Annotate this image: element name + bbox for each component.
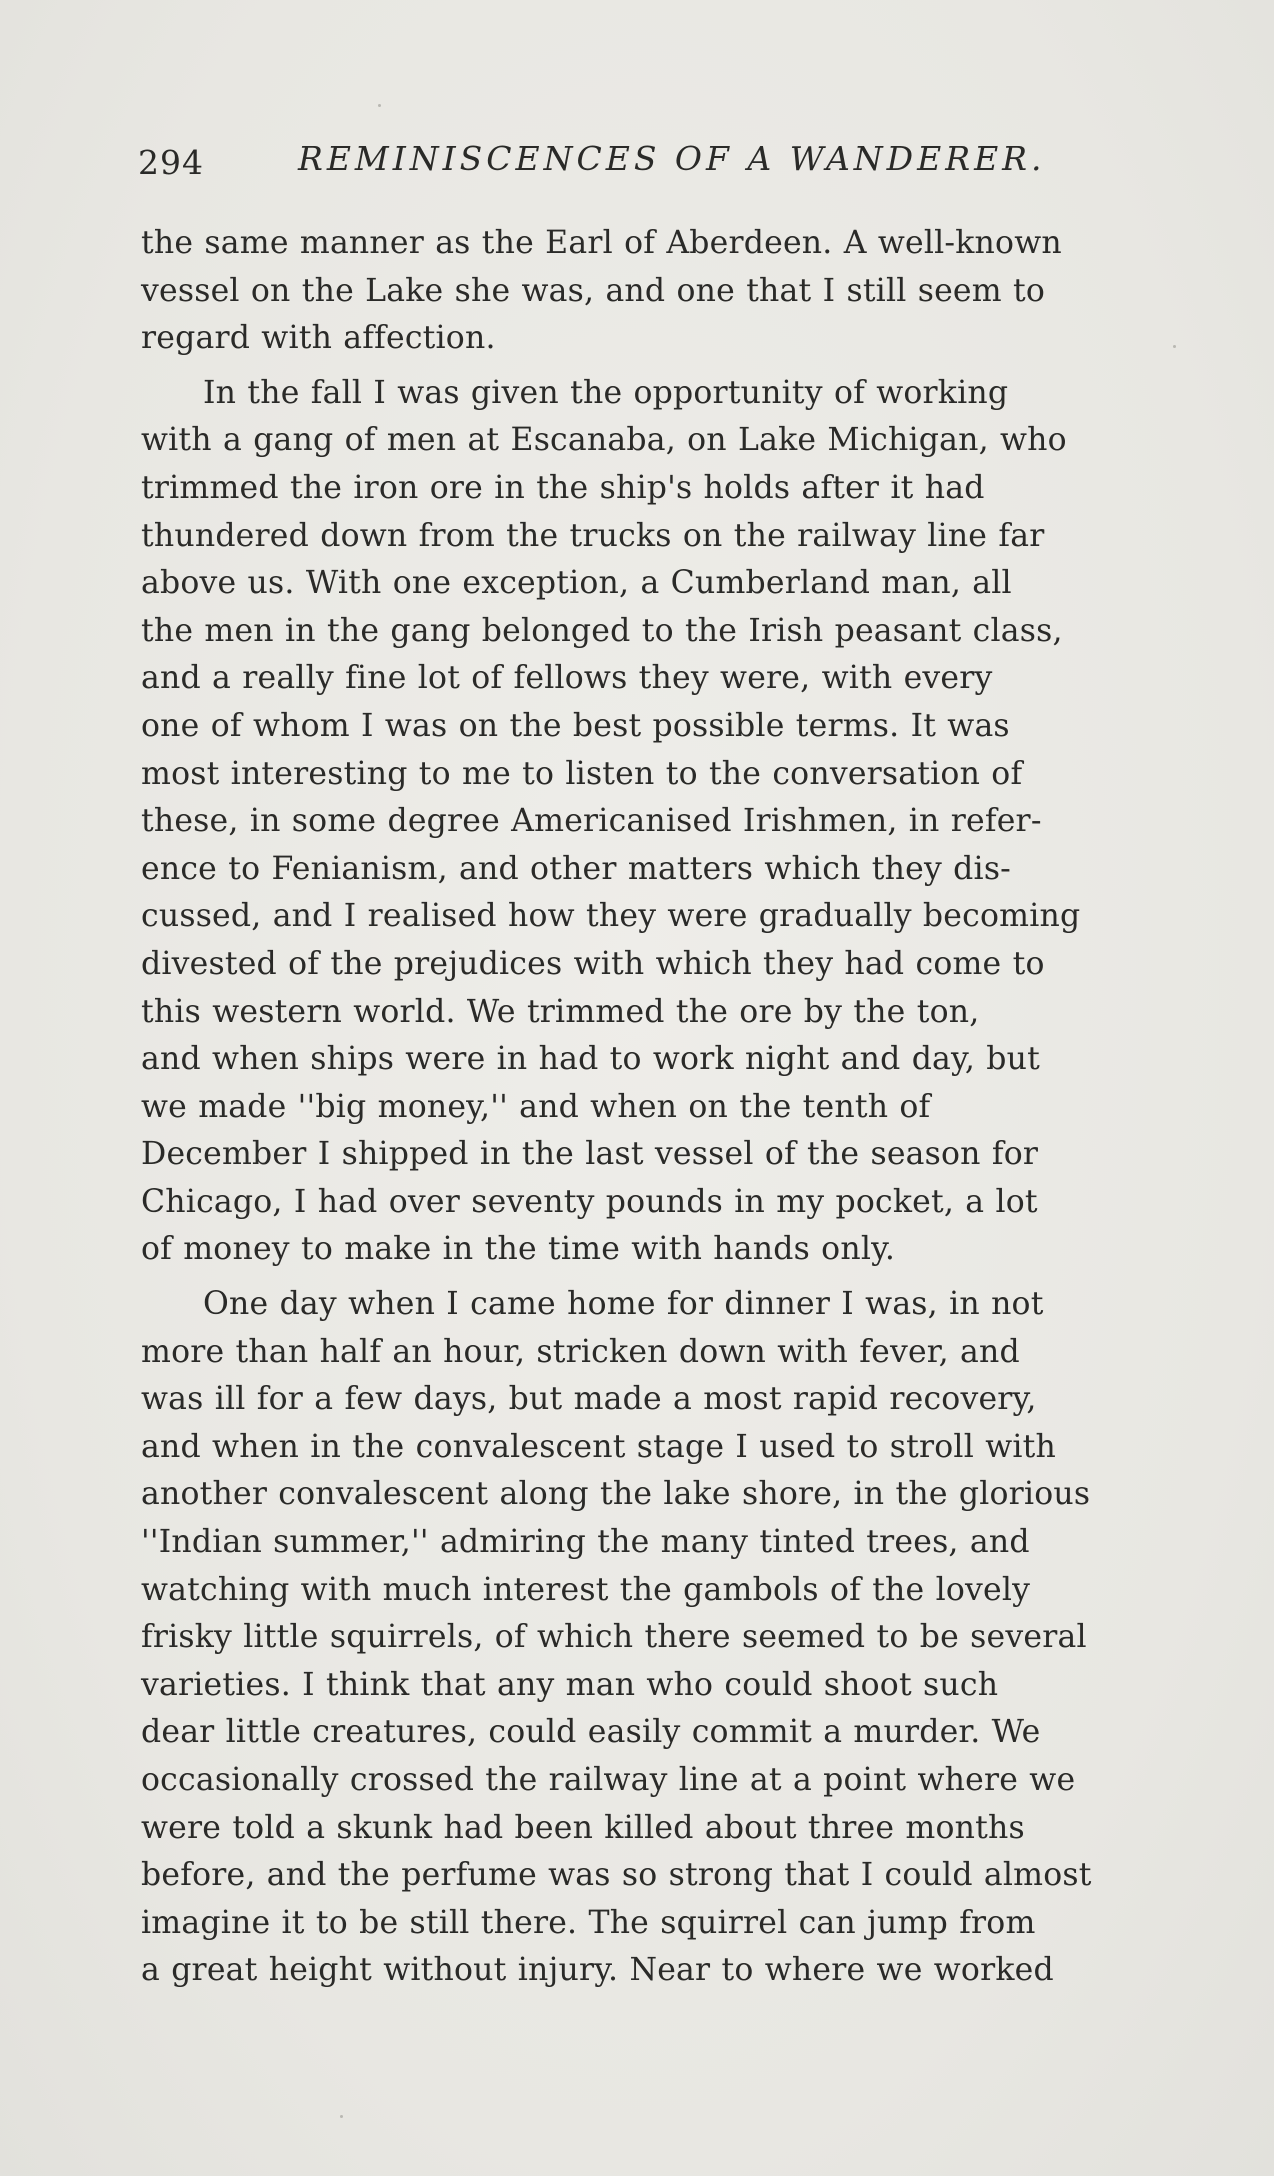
text-line: December I shipped in the last vessel of the season for xyxy=(141,1136,1039,1173)
text-line: more than half an hour, stricken down with fever, and xyxy=(141,1333,1020,1370)
text-line: one of whom I was on the best possible terms. It was xyxy=(141,707,1010,744)
text-line: watching with much interest the gambols of the lovely xyxy=(141,1571,1031,1608)
text-line: varieties. I think that any man who could shoot such xyxy=(141,1666,999,1703)
text-line: In the fall I was given the opportunity of working xyxy=(203,374,1009,411)
paper-speck xyxy=(340,2115,343,2118)
paper-speck xyxy=(378,104,381,107)
text-line: were told a skunk had been killed about three months xyxy=(141,1809,1025,1846)
text-line: occasionally crossed the railway line at a point where we xyxy=(141,1762,1076,1798)
text-line: vessel on the Lake she was, and one that I still seem to xyxy=(141,272,1046,309)
text-line: regard with affection. xyxy=(141,320,496,357)
paragraph-1 xyxy=(141,220,1186,363)
text-line: was ill for a few days, but made a most rapid recovery, xyxy=(141,1381,1037,1418)
text-line: of money to make in the time with hands only. xyxy=(141,1231,896,1268)
running-header xyxy=(138,135,1188,185)
text-line: and when ships were in had to work night and day, but xyxy=(141,1041,1040,1078)
running-title: REMINISCENCES OF A WANDERER. xyxy=(298,139,1046,178)
text-line: ence to Fenianism, and other matters which they dis- xyxy=(141,850,1012,887)
text-line: imagine it to be still there. The squirrel can jump from xyxy=(141,1904,1036,1941)
text-line: thundered down from the trucks on the railway line far xyxy=(141,517,1045,554)
body-text xyxy=(141,220,1186,1995)
text-line: with a gang of men at Escanaba, on Lake Michigan, who xyxy=(141,422,1067,459)
text-line: above us. With one exception, a Cumberland man, all xyxy=(141,565,1012,602)
text-line: and when in the convalescent stage I used to stroll with xyxy=(141,1428,1056,1465)
text-line: frisky little squirrels, of which there seemed to be several xyxy=(141,1619,1087,1656)
text-line: divested of the prejudices with which they had come to xyxy=(141,945,1045,982)
paragraph-3 xyxy=(141,1281,1186,1995)
text-line: a great height without injury. Near to where we worked xyxy=(141,1952,1054,1989)
text-line: most interesting to me to listen to the conversation of xyxy=(141,755,1023,792)
text-line: the same manner as the Earl of Aberdeen. A well-known xyxy=(141,225,1062,261)
text-line: another convalescent along the lake shore, in the glorious xyxy=(141,1476,1091,1513)
text-line: trimmed the iron ore in the ship's holds after it had xyxy=(141,469,985,506)
text-line: the men in the gang belonged to the Irish peasant class, xyxy=(141,612,1063,649)
paragraph-2 xyxy=(141,370,1186,1274)
text-line: before, and the perfume was so strong that I could almost xyxy=(141,1857,1092,1894)
text-line: we made ''big money,'' and when on the tenth of xyxy=(141,1088,931,1125)
text-line: One day when I came home for dinner I was, in not xyxy=(203,1286,1044,1323)
text-line: these, in some degree Americanised Irishmen, in refer- xyxy=(141,803,1042,840)
text-line: and a really fine lot of fellows they were, with every xyxy=(141,660,993,697)
text-line: dear little creatures, could easily commit a murder. We xyxy=(141,1714,1041,1751)
text-line: cussed, and I realised how they were gradually becoming xyxy=(141,898,1081,935)
text-line: ''Indian summer,'' admiring the many tinted trees, and xyxy=(141,1524,1030,1561)
page-number: 294 xyxy=(138,143,204,182)
text-line: Chicago, I had over seventy pounds in my pocket, a lot xyxy=(141,1183,1038,1220)
text-line: this western world. We trimmed the ore by the ton, xyxy=(141,993,980,1030)
